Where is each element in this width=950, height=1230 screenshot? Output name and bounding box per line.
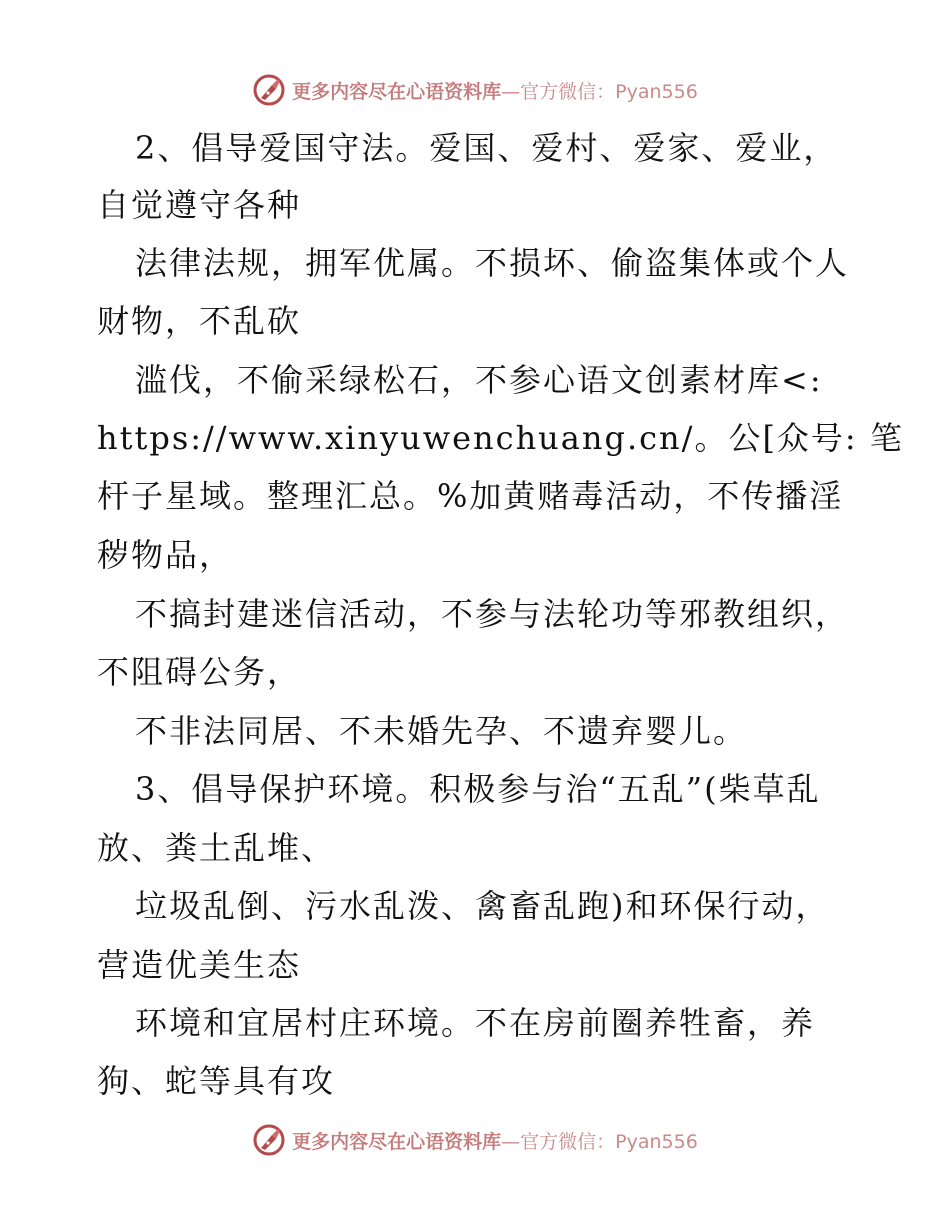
watermark-text — [292, 77, 698, 104]
text-line: 滥伐，不偷采绿松石，不参心语文创素材库<: — [135, 361, 823, 399]
text-line: 狗、蛇等具有攻 — [97, 1062, 336, 1100]
pen-nib-circle-icon — [252, 1123, 286, 1157]
text-line: 环境和宜居村庄环境。不在房前圈养牲畜，养 — [135, 1004, 816, 1042]
text-line: 营造优美生态 — [97, 946, 302, 984]
watermark-brand: 更多内容尽在心语资料库 — [292, 80, 502, 103]
text-line: 不阻碍公务， — [97, 653, 302, 691]
text-line: 2、倡导爱国守法。爱国、爱村、爱家、爱业， — [135, 129, 838, 167]
footer-watermark — [0, 1120, 950, 1160]
watermark-text — [292, 1127, 698, 1154]
text-line: 垃圾乱倒、污水乱泼、禽畜乱跑)和环保行动， — [135, 887, 830, 925]
text-line: 财物，不乱砍 — [97, 302, 302, 340]
pen-nib-circle-icon — [252, 73, 286, 107]
watermark-contact: —官方微信：Pyan556 — [501, 1130, 698, 1153]
text-line: 杆子星域。整理汇总。%加黄赌毒活动，不传播淫 — [97, 477, 844, 515]
text-line: 3、倡导保护环境。积极参与治“五乱”(柴草乱 — [135, 770, 821, 808]
text-line: 放、粪土乱堆、 — [97, 829, 336, 867]
text-line: 自觉遵守各种 — [97, 186, 302, 224]
text-line: 秽物品， — [97, 536, 234, 574]
watermark-contact: —官方微信：Pyan556 — [501, 80, 698, 103]
text-line: 不搞封建迷信活动，不参与法轮功等邪教组织， — [135, 595, 850, 633]
header-watermark — [0, 70, 950, 110]
watermark-brand: 更多内容尽在心语资料库 — [292, 1130, 502, 1153]
text-line: 法律法规，拥军优属。不损坏、偷盗集体或个人 — [135, 244, 850, 282]
text-line: https://www.xinyuwenchuang.cn/。公[众号: 笔 — [97, 419, 904, 457]
text-line: 不非法同居、不未婚先孕、不遗弃婴儿。 — [135, 712, 748, 750]
